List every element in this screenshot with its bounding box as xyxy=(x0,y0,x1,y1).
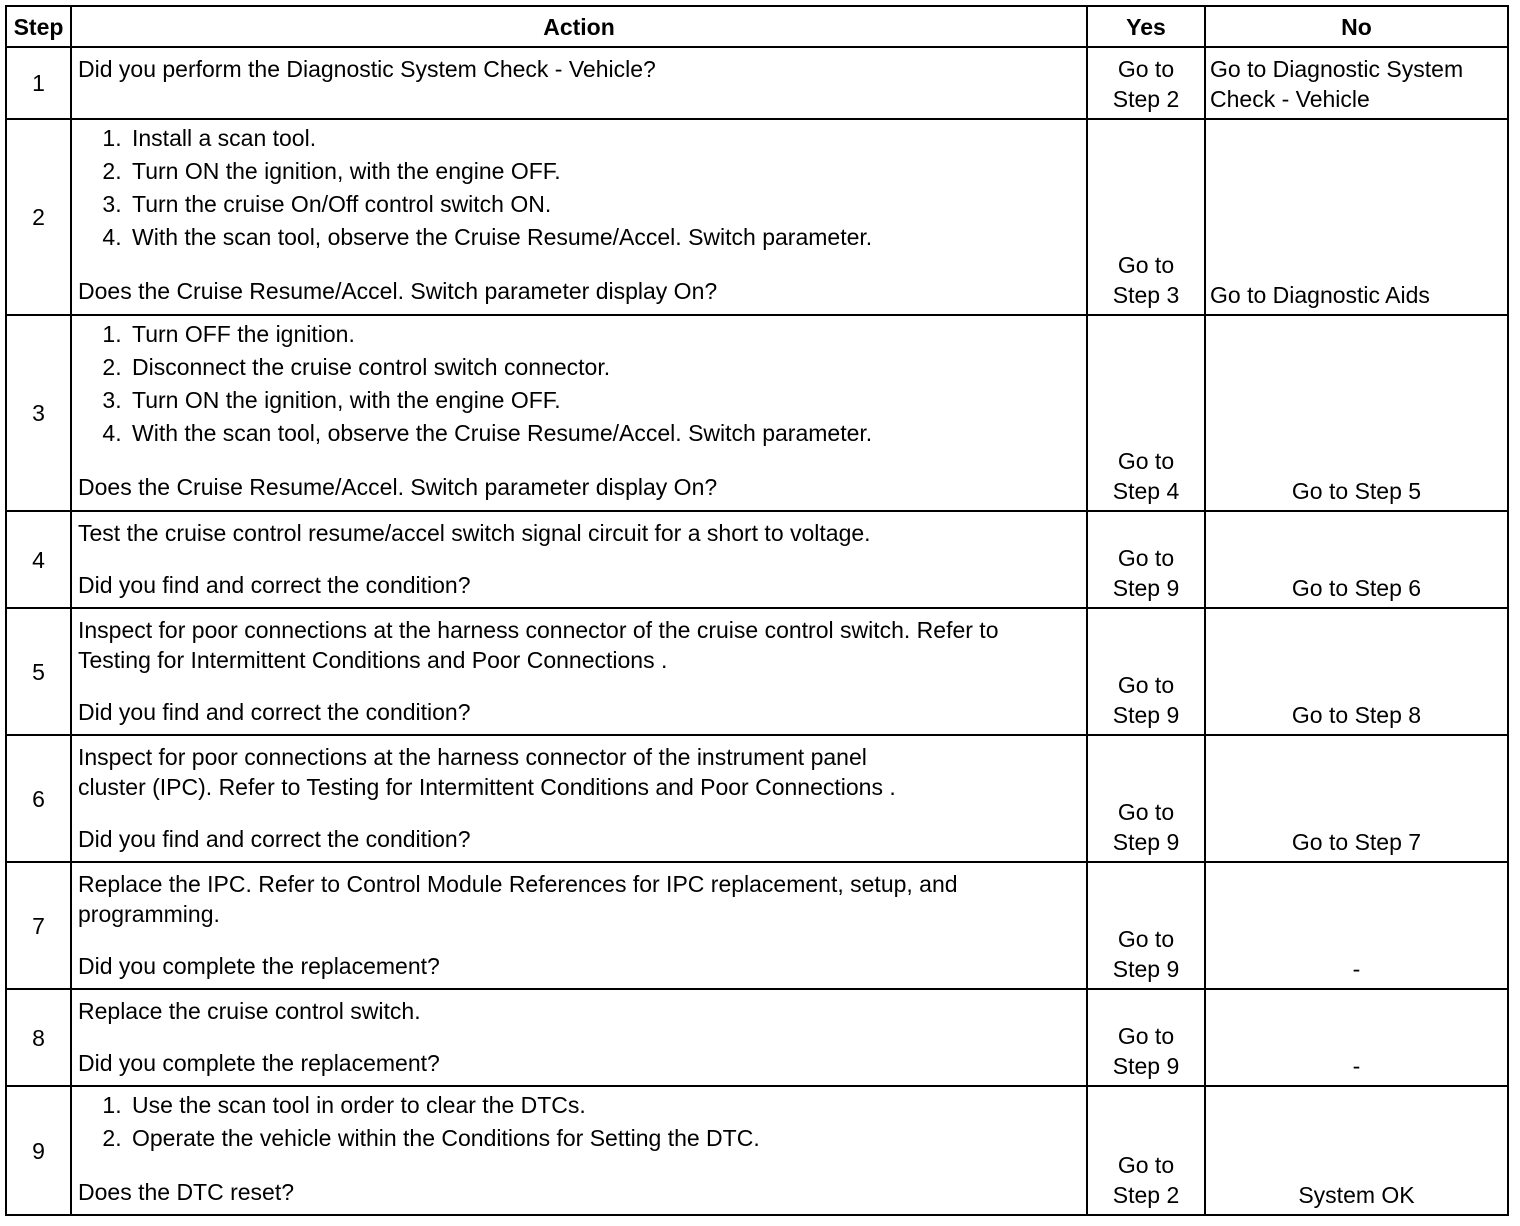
action-question: Does the Cruise Resume/Accel. Switch parameter display On? xyxy=(78,278,718,304)
action-text: Inspect for poor connections at the harness connector of the instrument panel xyxy=(78,744,867,770)
yes-cell xyxy=(1087,119,1205,315)
list-item: 1. Install a scan tool. xyxy=(128,122,1080,155)
action-question: Did you complete the replacement? xyxy=(78,953,440,979)
no-cell xyxy=(1205,989,1508,1086)
action-steps-list xyxy=(78,318,1080,450)
step-number: 3 xyxy=(6,315,71,511)
action-question: Did you find and correct the condition? xyxy=(78,826,471,852)
yes-line: Go to xyxy=(1117,926,1175,952)
step-number: 6 xyxy=(6,735,71,862)
step-number: 8 xyxy=(6,989,71,1086)
no-line: Go to Diagnostic System xyxy=(1210,56,1464,82)
list-item: 2. Turn ON the ignition, with the engine OFF. xyxy=(128,155,1080,188)
yes-cell xyxy=(1087,47,1205,119)
yes-line: Step 9 xyxy=(1112,575,1180,601)
header-step: Step xyxy=(6,6,71,47)
no-line: - xyxy=(1352,1053,1361,1079)
no-line: Go to Step 7 xyxy=(1291,829,1422,855)
no-cell xyxy=(1205,862,1508,989)
no-cell xyxy=(1205,1086,1508,1215)
action-cell xyxy=(71,47,1087,119)
no-line: - xyxy=(1352,956,1361,982)
table-row xyxy=(6,989,1508,1086)
yes-line: Go to xyxy=(1117,1023,1175,1049)
no-cell xyxy=(1205,608,1508,735)
yes-cell xyxy=(1087,989,1205,1086)
step-number: 4 xyxy=(6,511,71,608)
yes-cell xyxy=(1087,1086,1205,1215)
yes-cell xyxy=(1087,608,1205,735)
no-cell xyxy=(1205,47,1508,119)
header-row xyxy=(6,6,1508,47)
action-cell xyxy=(71,608,1087,735)
action-text: Replace the IPC. Refer to Control Module References for IPC replacement, setup, and xyxy=(78,871,958,897)
action-question: Did you find and correct the condition? xyxy=(78,699,471,725)
list-item: 4. With the scan tool, observe the Cruise Resume/Accel. Switch parameter. xyxy=(128,417,1080,450)
list-item: 3. Turn ON the ignition, with the engine OFF. xyxy=(128,384,1080,417)
header-action: Action xyxy=(71,6,1087,47)
action-cell xyxy=(71,735,1087,862)
yes-line: Go to xyxy=(1117,448,1175,474)
action-cell xyxy=(71,862,1087,989)
no-line: Go to Step 5 xyxy=(1291,478,1422,504)
no-line: Check - Vehicle xyxy=(1210,86,1370,112)
yes-line: Step 9 xyxy=(1112,829,1180,855)
step-number: 9 xyxy=(6,1086,71,1215)
yes-line: Step 2 xyxy=(1112,1182,1180,1208)
list-item: 4. With the scan tool, observe the Cruise Resume/Accel. Switch parameter. xyxy=(128,221,1080,254)
table-row xyxy=(6,315,1508,511)
no-cell xyxy=(1205,511,1508,608)
action-text: Replace the cruise control switch. xyxy=(78,998,421,1024)
yes-line: Step 2 xyxy=(1112,86,1180,112)
no-cell xyxy=(1205,735,1508,862)
step-number: 5 xyxy=(6,608,71,735)
action-cell xyxy=(71,1086,1087,1215)
list-item: 2. Disconnect the cruise control switch connector. xyxy=(128,351,1080,384)
action-steps-list xyxy=(78,122,1080,254)
table-row xyxy=(6,119,1508,315)
list-item: 1. Turn OFF the ignition. xyxy=(128,318,1080,351)
no-line: Go to Step 8 xyxy=(1291,702,1422,728)
action-text: Testing for Intermittent Conditions and Poor Connections . xyxy=(78,647,668,673)
step-number: 2 xyxy=(6,119,71,315)
table-row xyxy=(6,47,1508,119)
yes-line: Go to xyxy=(1117,545,1175,571)
action-cell xyxy=(71,315,1087,511)
list-item: 2. Operate the vehicle within the Conditions for Setting the DTC. xyxy=(128,1122,1080,1155)
yes-line: Step 9 xyxy=(1112,956,1180,982)
list-item: 3. Turn the cruise On/Off control switch ON. xyxy=(128,188,1080,221)
action-steps-list xyxy=(78,1089,1080,1155)
no-line: System OK xyxy=(1298,1182,1415,1208)
list-item: 1. Use the scan tool in order to clear the DTCs. xyxy=(128,1089,1080,1122)
yes-line: Go to xyxy=(1117,799,1175,825)
step-number: 1 xyxy=(6,47,71,119)
action-question: Did you find and correct the condition? xyxy=(78,572,471,598)
yes-line: Step 4 xyxy=(1112,478,1180,504)
action-cell xyxy=(71,989,1087,1086)
action-question: Did you complete the replacement? xyxy=(78,1050,440,1076)
header-no: No xyxy=(1205,6,1508,47)
action-text: Inspect for poor connections at the harness connector of the cruise control switch. Refer to xyxy=(78,617,999,643)
table-row xyxy=(6,608,1508,735)
yes-line: Go to xyxy=(1117,252,1175,278)
header-yes: Yes xyxy=(1087,6,1205,47)
yes-line: Step 9 xyxy=(1112,1053,1180,1079)
action-text: Test the cruise control resume/accel switch signal circuit for a short to voltage. xyxy=(78,520,871,546)
action-text: programming. xyxy=(78,901,220,927)
step-number: 7 xyxy=(6,862,71,989)
table-row xyxy=(6,1086,1508,1215)
yes-line: Go to xyxy=(1117,672,1175,698)
action-text: Did you perform the Diagnostic System Check - Vehicle? xyxy=(78,56,656,82)
action-cell xyxy=(71,119,1087,315)
yes-line: Step 3 xyxy=(1112,282,1180,308)
yes-cell xyxy=(1087,315,1205,511)
no-line: Go to Step 6 xyxy=(1291,575,1422,601)
no-cell xyxy=(1205,119,1508,315)
yes-line: Step 9 xyxy=(1112,702,1180,728)
diagnostic-table xyxy=(5,5,1509,1216)
action-question: Does the DTC reset? xyxy=(78,1179,295,1205)
action-cell xyxy=(71,511,1087,608)
table-row xyxy=(6,511,1508,608)
yes-cell xyxy=(1087,862,1205,989)
yes-line: Go to xyxy=(1117,1152,1175,1178)
table-row xyxy=(6,735,1508,862)
yes-line: Go to xyxy=(1117,56,1175,82)
yes-cell xyxy=(1087,511,1205,608)
table-row xyxy=(6,862,1508,989)
action-question: Does the Cruise Resume/Accel. Switch parameter display On? xyxy=(78,474,718,500)
action-text: cluster (IPC). Refer to Testing for Intermittent Conditions and Poor Connections . xyxy=(78,774,896,800)
no-line: Go to Diagnostic Aids xyxy=(1210,282,1430,308)
yes-cell xyxy=(1087,735,1205,862)
no-cell xyxy=(1205,315,1508,511)
